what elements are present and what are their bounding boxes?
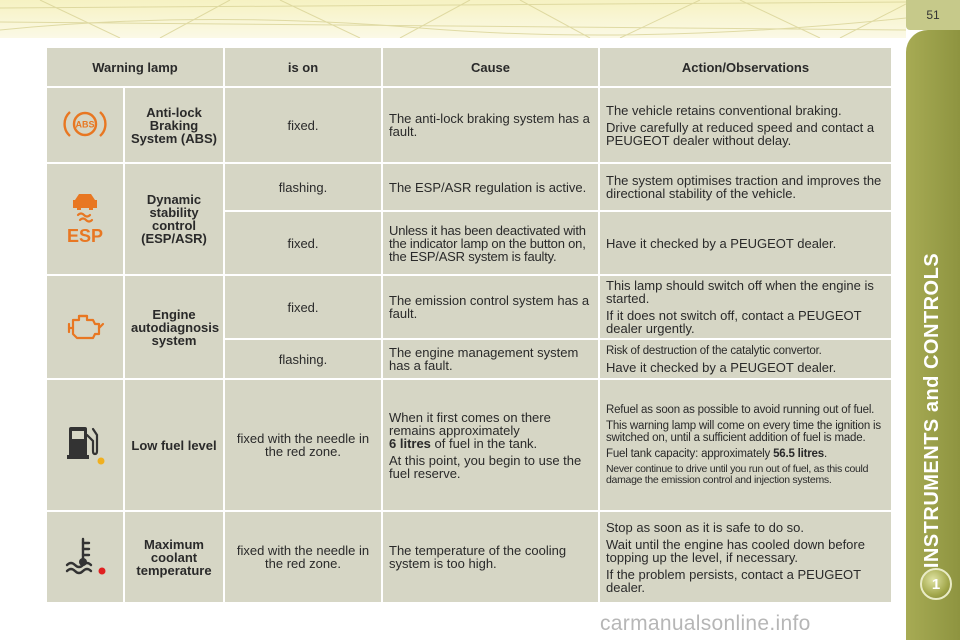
esp-icon [63, 190, 107, 246]
lamp-icon-cell [46, 379, 124, 511]
lamp-name: Dynamic stability control (ESP/ASR) [124, 163, 224, 275]
action-paragraph: Stop as soon as it is safe to do so. [606, 519, 805, 535]
svg-text:ABS: ABS [75, 119, 95, 130]
action-paragraph: This lamp should switch off when the engine is started. [606, 278, 874, 306]
action-paragraph: Fuel tank capacity: approximately 56.5 litres. [606, 448, 827, 460]
is-on-value: flashing. [224, 339, 382, 379]
is-on-value: fixed with the needle in the red zone. [224, 511, 382, 603]
lamp-name: Engine autodiagnosis system [124, 275, 224, 379]
action-paragraph: Refuel as soon as possible to avoid running out of fuel. [606, 404, 875, 416]
fuel-capacity-value: 56.5 litres [773, 448, 824, 460]
lamp-icon-cell [46, 87, 124, 163]
table-row [46, 275, 892, 339]
is-on-value: fixed. [224, 211, 382, 275]
page-number: 51 [906, 0, 960, 30]
action-paragraph: Risk of destruction of the catalytic convertor. [606, 344, 822, 357]
header-band [0, 0, 906, 38]
cause-paragraph: The engine management system has a fault. [389, 345, 579, 373]
cause-text [382, 211, 599, 275]
table-row [46, 511, 892, 603]
action-paragraph: Never continue to drive until you run out of fuel, as this could damage the emission control and injection systems. [606, 463, 869, 486]
table-row [46, 87, 892, 163]
chapter-number-badge [920, 568, 952, 600]
action-text [599, 511, 892, 603]
fuel-reserve-amount: 6 litres [389, 435, 431, 451]
cause-paragraph: Unless it has been deactivated with the indicator lamp on the button on, the ESP/ASR system is faulty. [389, 222, 586, 264]
cause-paragraph: The emission control system has a fault. [389, 293, 590, 321]
cause-paragraph: The anti-lock braking system has a fault. [389, 111, 590, 139]
cause-text [382, 275, 599, 339]
coolant-temperature-icon [61, 535, 109, 577]
lamp-icon-cell [46, 163, 124, 275]
table-header-row [46, 47, 892, 87]
decorative-lines [0, 0, 906, 38]
cause-line: When it first comes on there remains approximately [389, 409, 551, 438]
chapter-number: 1 [931, 575, 941, 593]
action-paragraph: If the problem persists, contact a PEUGEOT dealer. [606, 566, 861, 595]
lamp-icon-cell [46, 511, 124, 603]
cause-paragraph [389, 411, 592, 450]
lamp-name: Low fuel level [124, 379, 224, 511]
warning-lamps-table [45, 46, 893, 604]
is-on-value: flashing. [224, 163, 382, 211]
lamp-name: Anti-lock Braking System (ABS) [124, 87, 224, 163]
is-on-value: fixed. [224, 87, 382, 163]
chapter-side-tab [906, 30, 960, 640]
engine-icon [63, 310, 107, 342]
is-on-value: fixed with the needle in the red zone. [224, 379, 382, 511]
cause-text [382, 163, 599, 211]
cause-paragraph: At this point, you begin to use the fuel reserve. [389, 452, 582, 481]
header-cause: Cause [382, 47, 599, 87]
action-paragraph: This warning lamp will come on every time the ignition is switched on, until a sufficient addition of fuel is made. [606, 420, 881, 444]
action-paragraph: Wait until the engine has cooled down before topping up the level, if necessary. [606, 536, 865, 565]
lamp-icon-cell [46, 275, 124, 379]
action-text [599, 379, 892, 511]
table-row [46, 163, 892, 211]
action-paragraph: If it does not switch off, contact a PEUGEOT dealer urgently. [606, 308, 862, 336]
action-text [599, 275, 892, 339]
action-paragraph: Drive carefully at reduced speed and contact a PEUGEOT dealer without delay. [606, 119, 875, 148]
action-text [599, 163, 892, 211]
header-action: Action/Observations [599, 47, 892, 87]
cause-paragraph: The ESP/ASR regulation is active. [389, 179, 587, 195]
abs-icon [63, 106, 107, 142]
cause-line: of fuel in the tank. [434, 435, 538, 451]
action-paragraph: The system optimises traction and improves the directional stability of the vehicle. [606, 173, 882, 201]
footer-watermark-url: carmanualsonline.info [600, 612, 811, 635]
action-text [599, 339, 892, 379]
cause-text [382, 339, 599, 379]
action-paragraph: Have it checked by a PEUGEOT dealer. [606, 235, 837, 251]
action-paragraph: Have it checked by a PEUGEOT dealer. [606, 359, 837, 375]
is-on-value: fixed. [224, 275, 382, 339]
chapter-title: INSTRUMENTS and CONTROLS [921, 252, 944, 568]
cause-paragraph: The temperature of the cooling system is too high. [389, 543, 567, 571]
cause-text [382, 87, 599, 163]
action-paragraph: The vehicle retains conventional braking. [606, 102, 842, 118]
lamp-name: Maximum coolant temperature [124, 511, 224, 603]
fuel-pump-icon [61, 421, 109, 467]
cause-text [382, 511, 599, 603]
fuel-capacity-label: Fuel tank capacity: approximately [606, 448, 771, 460]
svg-text:ESP: ESP [66, 226, 104, 246]
chapter-title-container [918, 230, 948, 590]
action-text [599, 87, 892, 163]
table-row [46, 379, 892, 511]
header-warning-lamp: Warning lamp [46, 47, 224, 87]
action-text [599, 211, 892, 275]
cause-text [382, 379, 599, 511]
header-is-on: is on [224, 47, 382, 87]
